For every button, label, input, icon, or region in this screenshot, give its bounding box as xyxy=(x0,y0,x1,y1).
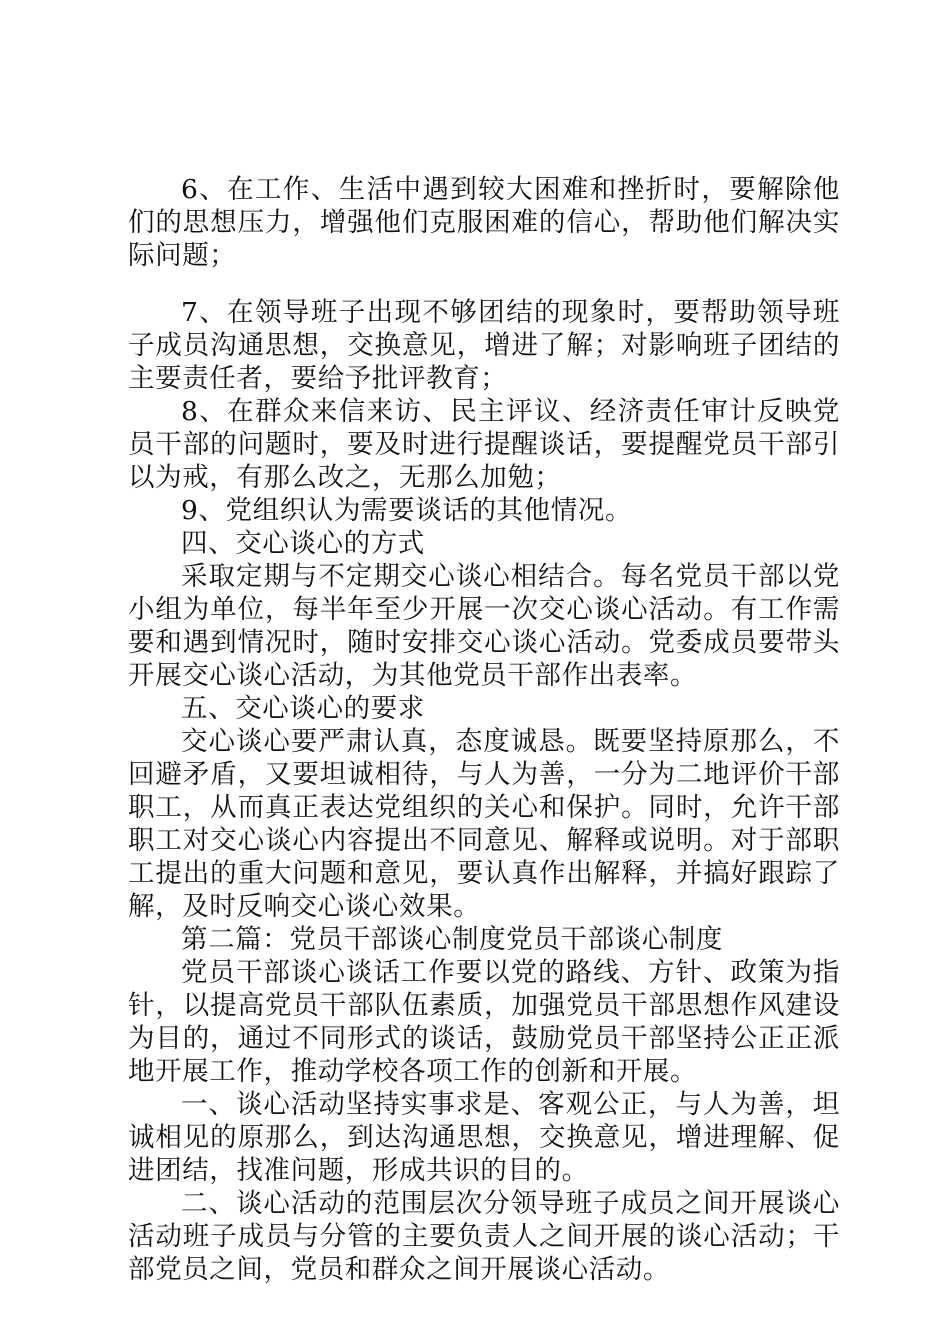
section-heading-4: 四、交心谈心的方式 xyxy=(181,528,425,559)
document-body xyxy=(128,173,840,1286)
paragraph-intro: 党员干部谈心谈话工作要以党的路线、方针、政策为指针，以提高党员干部队伍素质，加强党员干部思想作风建设为目的，通过不同形式的谈话，鼓励党员干部坚持公正正派地开展工作，推动学校各项工作的创新和开展。 xyxy=(128,957,840,1087)
paragraph-method: 采取定期与不定期交心谈心相结合。每名党员干部以党小组为单位，每半年至少开展一次交心谈心活动。有工作需要和遇到情况时，随时安排交心谈心活动。党委成员要带头开展交心谈心活动，为其他党员干部作出表率。 xyxy=(128,561,840,691)
paragraph-item-8: 8、在群众来信来访、民主评议、经济责任审计反映党员干部的问题时，要及时进行提醒谈话，要提醒党员干部引以为戒，有那么改之，无那么加勉； xyxy=(128,396,840,493)
chapter-heading-2: 第二篇：党员干部谈心制度党员干部谈心制度 xyxy=(181,924,723,955)
section-heading-5: 五、交心谈心的要求 xyxy=(181,693,425,724)
paragraph-item-6: 6、在工作、生活中遇到较大困难和挫折时，要解除他们的思想压力，增强他们克服困难的信心，帮助他们解决实际问题； xyxy=(128,174,840,271)
paragraph-scope-2: 二、谈心活动的范围层次分领导班子成员之间开展谈心活动班子成员与分管的主要负责人之间开展的谈心活动；干部党员之间，党员和群众之间开展谈心活动。 xyxy=(128,1188,840,1285)
paragraph-item-9: 9、党组织认为需要谈话的其他情况。 xyxy=(181,495,633,526)
paragraph-principle-1: 一、谈心活动坚持实事求是、客观公正，与人为善，坦诚相见的原那么，到达沟通思想，交换意见，增进理解、促进团结，找准问题，形成共识的目的。 xyxy=(128,1089,840,1186)
paragraph-item-7: 7、在领导班子出现不够团结的现象时，要帮助领导班子成员沟通思想，交换意见，增进了解；对影响班子团结的主要责任者，要给予批评教育； xyxy=(128,297,840,394)
paragraph-requirements: 交心谈心要严肃认真，态度诚恳。既要坚持原那么，不回避矛盾，又要坦诚相待，与人为善，一分为二地评价干部职工，从而真正表达党组织的关心和保护。同时，允许干部职工对交心谈心内容提出不同意见、解释或说明。对于部职工提出的重大问题和意见，要认真作出解释，并搞好跟踪了解，及时反响交心谈心效果。 xyxy=(128,726,840,922)
